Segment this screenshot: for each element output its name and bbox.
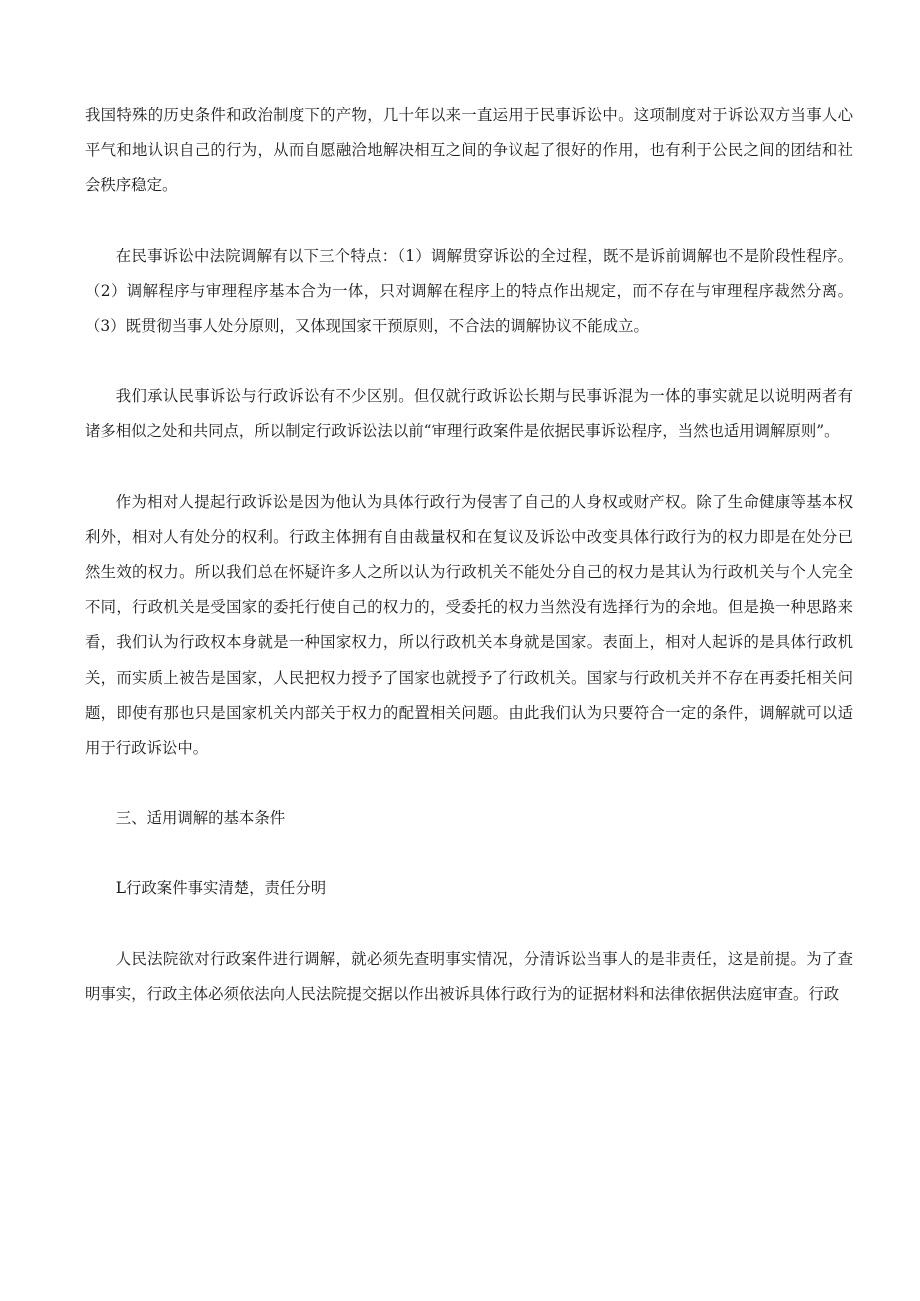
document-page: [85, 98, 853, 1012]
paragraph-fact-finding: 人民法院欲对行政案件进行调解，就必须先查明事实情况，分清诉讼当事人的是非责任，这是前提。为了查明事实，行政主体必须依法向人民法院提交据以作出被诉具体行政行为的证据材料和法律依据供法庭审查。行政: [85, 949, 853, 1003]
section-heading: 三、适用调解的基本条件: [115, 809, 286, 828]
paragraph-civil-mediation-features: 在民事诉讼中法院调解有以下三个特点：（1）调解贯穿诉讼的全过程，既不是诉前调解也不是阶段性程序。（2）调解程序与审理程序基本合为一体，只对调解在程序上的特点作出规定，而不存在与审理程序裁然分离。（3）既贯彻当事人处分原则，又体现国家干预原则，不合法的调解协议不能成立。: [85, 246, 853, 336]
paragraph-civil-vs-administrative: 我们承认民事诉讼与行政诉讼有不少区别。但仅就行政诉讼长期与民事诉混为一体的事实就足以说明两者有诸多相似之处和共同点，所以制定行政诉讼法以前“审理行政案件是依据民事诉讼程序，当然也适用调解原则”。: [85, 387, 853, 441]
paragraph-disposal-rights: 作为相对人提起行政诉讼是因为他认为具体行政行为侵害了自己的人身权或财产权。除了生命健康等基本权利外，相对人有处分的权利。行政主体拥有自由裁量权和在复议及诉讼中改变具体行政行为的权力即是在处分已然生效的权力。所以我们总在怀疑许多人之所以认为行政机关不能处分自己的权力是其认为行政机关与个人完全不同，行政机关是受国家的委托行使自己的权力的，受委托的权力当然没有选择行为的余地。但是换一种思路来看，我们认为行政权本身就是一种国家权力，所以行政机关本身就是国家。表面上，相对人起诉的是具体行政机关，而实质上被告是国家，人民把权力授予了国家也就授予了行政机关。国家与行政机关并不存在再委托相关问题，即使有那也只是国家机关内部关于权力的配置相关问题。由此我们认为只要符合一定的条件，调解就可以适用于行政诉讼中。: [85, 492, 853, 758]
subsection-heading: L行政案件事实清楚，责任分明: [115, 879, 327, 898]
paragraph-continuation: 我国特殊的历史条件和政治制度下的产物，几十年以来一直运用于民事诉讼中。这项制度对于诉讼双方当事人心平气和地认识自己的行为，从而自愿融洽地解决相互之间的争议起了很好的作用，也有利于公民之间的团结和社会秩序稳定。: [85, 106, 853, 195]
